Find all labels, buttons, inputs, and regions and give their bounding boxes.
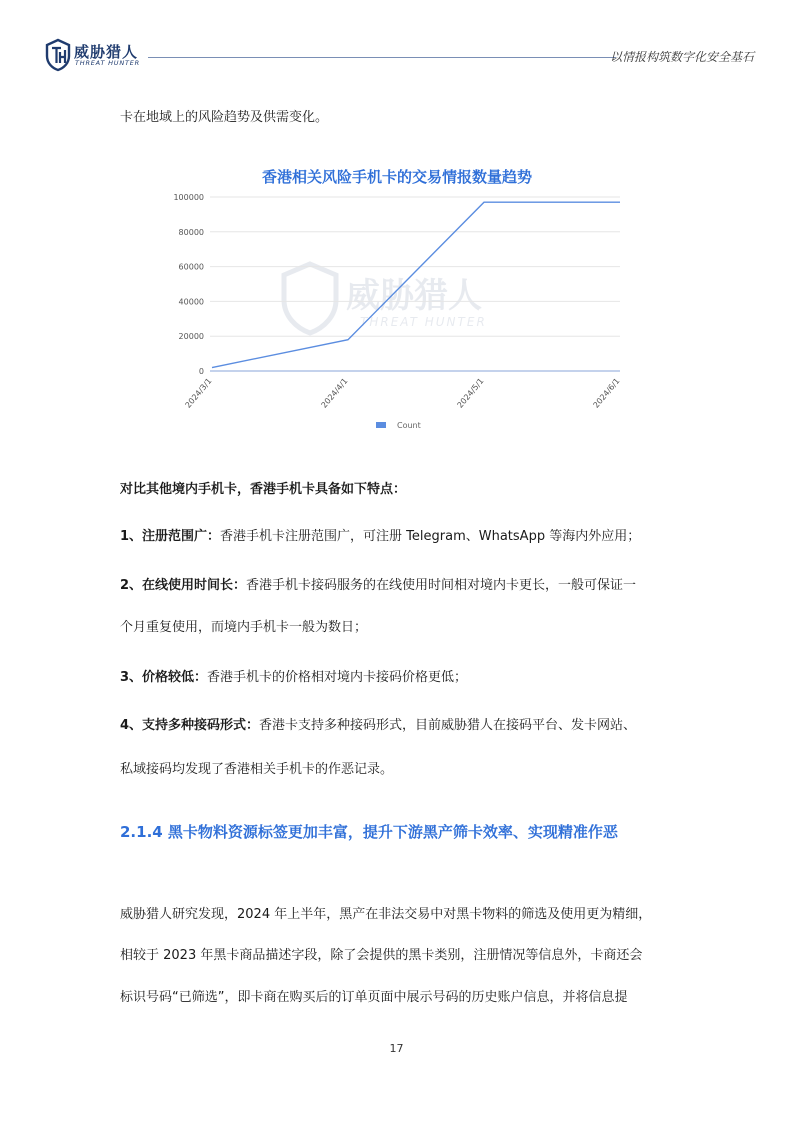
page-header bbox=[44, 38, 754, 74]
page-number: 17 bbox=[389, 1042, 404, 1055]
feature-text: 香港手机卡的价格相对境内卡接码价格更低； bbox=[207, 670, 468, 685]
threat-hunter-logo bbox=[44, 38, 144, 72]
feature-item-2 bbox=[120, 576, 636, 596]
intro-line: 卡在地域上的风险趋势及供需变化。 bbox=[120, 110, 329, 125]
feature-item-4 bbox=[120, 716, 636, 736]
chart-watermark bbox=[284, 264, 487, 333]
header-divider bbox=[148, 57, 616, 58]
section-heading: 2.1.4 黑卡物料资源标签更加丰富，提升下游黑产筛卡效率、实现精准作恶 bbox=[120, 823, 618, 841]
x-tick-label: 2024/5/1 bbox=[455, 376, 486, 410]
feature-item-4-continued: 私域接码均发现了香港相关手机卡的作恶记录。 bbox=[120, 762, 394, 777]
feature-text: 香港手机卡接码服务的在线使用时间相对境内卡更长，一般可保证一 bbox=[246, 578, 637, 593]
body-line: 相较于 2023 年黑卡商品描述字段，除了会提供的黑卡类别，注册情况等信息外，卡商还会 bbox=[120, 948, 643, 963]
trend-chart bbox=[160, 152, 634, 450]
y-tick-label: 0 bbox=[198, 367, 204, 376]
y-tick-label: 100000 bbox=[173, 193, 204, 202]
chart-title: 香港相关风险手机卡的交易情报数量趋势 bbox=[261, 168, 532, 186]
y-tick-label: 80000 bbox=[178, 227, 204, 237]
x-tick-label: 2024/3/1 bbox=[183, 376, 214, 410]
feature-title: 2、在线使用时间长： bbox=[120, 578, 247, 593]
legend-label: Count bbox=[397, 421, 421, 430]
features-heading: 对比其他境内手机卡，香港手机卡具备如下特点： bbox=[120, 482, 407, 497]
shield-icon bbox=[44, 38, 72, 72]
watermark-cn: 威胁猎人 bbox=[346, 276, 482, 316]
watermark-shield-icon bbox=[284, 264, 336, 333]
feature-title: 1、注册范围广： bbox=[120, 529, 221, 544]
logo-name-cn: 威胁猎人 bbox=[74, 43, 139, 61]
feature-text: 香港手机卡注册范围广，可注册 Telegram、WhatsApp 等海内外应用； bbox=[220, 529, 641, 544]
feature-text: 香港卡支持多种接码形式，目前威胁猎人在接码平台、发卡网站、 bbox=[259, 718, 637, 733]
feature-title: 3、价格较低： bbox=[120, 670, 208, 685]
legend-swatch bbox=[376, 422, 386, 428]
body-line: 标识号码“已筛选”，即卡商在购买后的订单页面中展示号码的历史账户信息，并将信息提 bbox=[120, 990, 628, 1005]
chart-plot bbox=[160, 152, 634, 450]
x-tick-label: 2024/6/1 bbox=[591, 376, 622, 410]
feature-item-2-continued: 个月重复使用，而境内手机卡一般为数日； bbox=[120, 620, 368, 635]
y-tick-label: 40000 bbox=[178, 297, 204, 307]
feature-title: 4、支持多种接码形式： bbox=[120, 718, 260, 733]
logo-name-en: THREAT HUNTER bbox=[75, 59, 140, 67]
watermark-en: THREAT HUNTER bbox=[360, 315, 487, 329]
x-tick-label: 2024/4/1 bbox=[319, 376, 350, 410]
feature-item-3 bbox=[120, 668, 467, 688]
y-tick-label: 20000 bbox=[178, 332, 204, 342]
y-tick-label: 60000 bbox=[178, 262, 204, 272]
header-tagline: 以情报构筑数字化安全基石 bbox=[609, 50, 754, 64]
feature-item-1 bbox=[120, 527, 640, 547]
body-line: 威胁猎人研究发现，2024 年上半年，黑产在非法交易中对黑卡物料的筛选及使用更为精细， bbox=[120, 907, 652, 922]
